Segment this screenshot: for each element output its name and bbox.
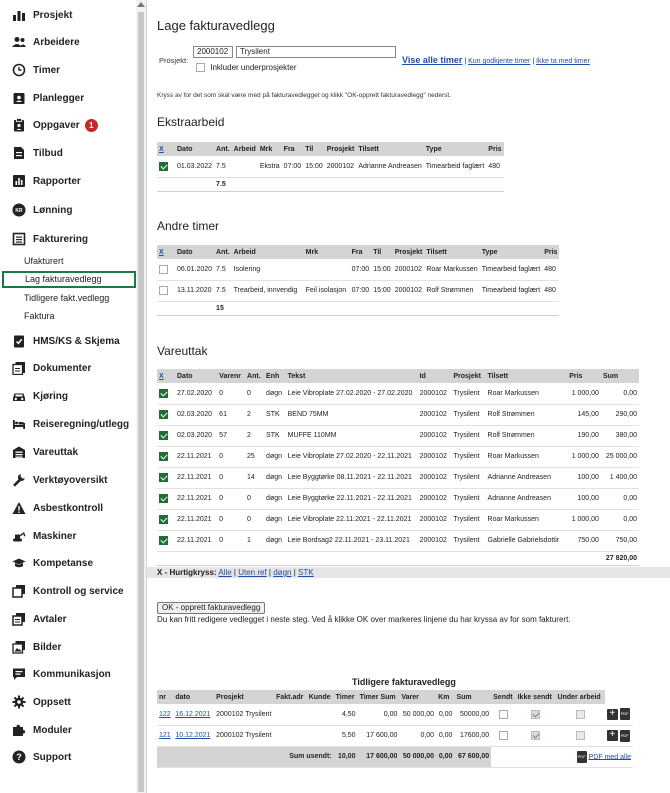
sidebar-item-kjoring[interactable]: Kjøring	[12, 385, 68, 407]
sidebar-item-planlegger[interactable]: Planlegger	[12, 87, 84, 109]
vedlegg-dato-link[interactable]: 10.12.2021	[175, 732, 211, 739]
sub-item-tidligere-fakt-vedlegg[interactable]: Tidligere fakt.vedlegg	[24, 293, 110, 303]
andre-heading: Andre timer	[157, 219, 220, 233]
row-checkbox[interactable]	[159, 515, 168, 524]
kun-godkjente-link[interactable]: Kun godkjente timer	[468, 58, 531, 65]
images-icon	[12, 640, 26, 654]
pdf-icon[interactable]: PDF	[620, 730, 630, 742]
scroll-up-arrow-icon[interactable]	[137, 2, 145, 7]
sidebar-item-maskiner[interactable]: Maskiner	[12, 525, 76, 547]
table-row: 01.03.2022 7.5 Ekstra 07:00 15:00 2000102 Adrianne Andreasen Timearbeid faglært 480	[157, 156, 504, 177]
sidebar-item-lonning[interactable]: KR Lønning	[12, 199, 72, 221]
sidebar-item-rapporter[interactable]: Rapporter	[12, 170, 81, 192]
prosjekt-label: Prosjekt:	[159, 56, 189, 65]
table-row: 121 10.12.2021 2000102 Trysilent 5,50 17 600,00 0,00 0,00 17600,00 + PDF	[157, 725, 633, 746]
sub-item-ufakturert[interactable]: Ufakturert	[24, 256, 64, 266]
sum-row	[157, 551, 639, 565]
sidebar-item-kompetanse[interactable]: Kompetanse	[12, 552, 93, 574]
ok-create-button[interactable]: OK - opprett fakturavedlegg	[157, 602, 265, 614]
tidligere-table	[157, 690, 633, 768]
hurtigkryss-uten-ref-link[interactable]: Uten ref	[238, 568, 267, 577]
car-icon	[12, 389, 26, 403]
sidebar-item-hms[interactable]: HMS/KS & Skjema	[12, 330, 120, 352]
row-checkbox[interactable]	[159, 162, 168, 171]
warning-icon	[12, 501, 26, 515]
sidebar-item-dokumenter[interactable]: Dokumenter	[12, 357, 91, 379]
table-row: 27.02.2020 0 0 døgn Leie Vibroplate 27.02.2020 - 27.02.2020 2000102 Trysilent Roar Markussen 1 000,00 0,00	[157, 383, 639, 404]
help-icon	[12, 750, 26, 764]
chart-bars-icon	[12, 8, 26, 22]
row-checkbox-cell	[157, 156, 175, 177]
people-icon	[12, 35, 26, 49]
sum-row	[157, 301, 559, 315]
sidebar-item-kommunikasjon[interactable]: Kommunikasjon	[12, 663, 111, 685]
sendt-checkbox[interactable]	[499, 731, 508, 740]
ekstra-heading: Ekstraarbeid	[157, 115, 225, 129]
col-x[interactable]: X	[157, 142, 175, 156]
table-header-row: nr dato Prosjekt Fakt.adr Kunde Timer Timer Sum Varer Km Sum Sendt Ikke sendt Under arbeid	[157, 690, 633, 704]
sidebar-item-avtaler[interactable]: Avtaler	[12, 608, 67, 630]
sidebar-scrollbar[interactable]	[136, 0, 146, 793]
prosjekt-number-input[interactable]: 2000102	[193, 46, 233, 58]
table-row: 22.11.2021 0 1 døgn Leie Bordsag2 22.11.2021 - 23.11.2021 2000102 Trysilent Gabrielle Gabrielsdottir 750,00 750,00	[157, 530, 639, 551]
add-icon[interactable]: +	[607, 730, 618, 741]
col-x[interactable]: X	[157, 369, 175, 383]
row-checkbox[interactable]	[159, 389, 168, 398]
sidebar-item-bilder[interactable]: Bilder	[12, 636, 61, 658]
wrench-icon	[12, 473, 26, 487]
sidebar-item-moduler[interactable]: Moduler	[12, 719, 72, 741]
vedlegg-nr-link[interactable]: 121	[159, 732, 171, 739]
vedlegg-nr-link[interactable]: 122	[159, 710, 171, 718]
page-title: Lage fakturavedlegg	[157, 18, 275, 33]
invoice-list-icon	[12, 232, 26, 246]
ekstra-sum: 7.5	[214, 177, 232, 191]
copy-icon	[12, 584, 26, 598]
report-chart-icon	[12, 174, 26, 188]
include-subprojects-checkbox[interactable]	[196, 63, 205, 72]
pdf-med-alle-link[interactable]: PDF med alle	[588, 753, 631, 761]
document-icon	[12, 146, 26, 160]
pdf-alle-icon[interactable]: PDF	[577, 751, 587, 763]
row-checkbox[interactable]	[159, 410, 168, 419]
sidebar-item-support[interactable]: ? Support	[12, 746, 71, 768]
sum-row	[157, 177, 504, 191]
clock-icon	[12, 63, 26, 77]
andre-table	[157, 245, 559, 316]
gear-icon	[12, 695, 26, 709]
sidebar-item-vareuttak[interactable]: Vareuttak	[12, 441, 78, 463]
ok-note: Du kan fritt redigere vedlegget i neste steg. Ved å klikke OK over markeres linjene du har kryssa av for som fakturert.	[157, 615, 571, 624]
graduation-cap-icon	[12, 556, 26, 570]
sidebar-item-tilbud[interactable]: Tilbud	[12, 142, 63, 164]
col-til: Til	[303, 142, 325, 156]
ikke-ta-med-timer-link[interactable]: Ikke ta med timer	[536, 58, 590, 65]
scrollbar-thumb[interactable]	[138, 12, 144, 792]
sidebar-item-reiseregning[interactable]: Reiseregning/utlegg	[12, 413, 129, 435]
under-arbeid-checkbox[interactable]	[576, 731, 585, 740]
excavator-icon	[12, 529, 26, 543]
hurtigkryss-dogn-link[interactable]: døgn	[273, 568, 292, 577]
sidebar-item-oppgaver[interactable]: Oppgaver 1	[12, 114, 98, 136]
table-row: 122 16.12.2021 2000102 Trysilent 4,50 0,00 50 000,00 0,00 50000,00 + PDF	[157, 704, 633, 725]
bed-icon	[12, 417, 26, 431]
table-row: 02.03.2020 61 2 STK BEND 75MM 2000102 Trysilent Rolf Strømmen 145,00 290,00	[157, 404, 639, 425]
table-row: 06.01.2020 7.5 Isolering 07:00 15:00 2000102 Roar Markussen Timearbeid faglært 480	[157, 259, 559, 280]
sidebar-item-timer[interactable]: Timer	[12, 59, 60, 81]
table-header-row	[157, 142, 504, 156]
sidebar-item-kontroll-service[interactable]: Kontroll og service	[12, 580, 124, 602]
add-icon[interactable]: +	[607, 709, 618, 720]
timer-filter-links: Vise alle timer | Kun godkjente timer | Ikke ta med timer	[402, 55, 590, 65]
table-row: 22.11.2021 0 14 døgn Leie Byggtørke 08.11.2021 - 22.11.2021 2000102 Trysilent Adrianne Andreasen 100,00 1 400,00	[157, 467, 639, 488]
sidebar-item-oppsett[interactable]: Oppsett	[12, 691, 71, 713]
col-fra: Fra	[282, 142, 304, 156]
sidebar-item-fakturering[interactable]: Fakturering	[12, 228, 88, 250]
col-x[interactable]: X	[157, 245, 175, 259]
include-subprojects-label: Inkluder underprosjekter	[210, 63, 297, 72]
ekstra-table	[157, 142, 504, 192]
notification-badge: 1	[85, 119, 98, 132]
sidebar-item-prosjekt[interactable]: Prosjekt	[12, 4, 72, 26]
pdf-icon[interactable]: PDF	[620, 708, 630, 720]
table-row: 22.11.2021 0 0 døgn Leie Byggtørke 22.11.2021 - 22.11.2021 2000102 Trysilent Adrianne Andreasen 100,00 0,00	[157, 488, 639, 509]
checklist-icon	[12, 334, 26, 348]
vis-alle-timer-link[interactable]: Vise alle timer	[402, 55, 463, 65]
under-arbeid-checkbox[interactable]	[576, 710, 585, 719]
include-subprojects-row	[196, 63, 297, 72]
sub-item-lag-fakturavedlegg[interactable]: Lag fakturavedlegg	[2, 271, 136, 288]
instruction-text: Kryss av for det som skal være med på fakturavedlegget og klikk "OK-opprett fakturavedlegg" nederst.	[157, 92, 452, 99]
sum-row: Sum usendt: 10,00 17 600,00 50 000,00 0,00 67 600,00 PDF PDF med alle	[157, 746, 633, 767]
row-checkbox[interactable]	[159, 536, 168, 545]
tidligere-heading: Tidligere fakturavedlegg	[352, 677, 456, 687]
svg-text:?: ?	[16, 752, 22, 762]
table-row: 13.11.2020 7.5 Trearbeid, innvendig Feil isolasjon 07:00 15:00 2000102 Rolf Strømmen Timearbeid faglært 480	[157, 280, 559, 301]
row-checkbox[interactable]	[159, 473, 168, 482]
vare-sum: 27 820,00	[601, 551, 639, 565]
kr-coin-icon	[12, 203, 26, 217]
calendar-person-icon	[12, 91, 26, 105]
sub-item-faktura[interactable]: Faktura	[24, 311, 55, 321]
chat-icon	[12, 667, 26, 681]
sidebar-item-asbest[interactable]: Asbestkontroll	[12, 497, 103, 519]
clipboard-icon	[12, 118, 26, 132]
row-checkbox[interactable]	[159, 494, 168, 503]
puzzle-icon	[12, 723, 26, 737]
col-dato: Dato	[175, 142, 214, 156]
kr-coin-text: KR	[15, 208, 23, 214]
row-checkbox[interactable]	[159, 265, 168, 274]
col-type: Type	[424, 142, 487, 156]
col-mrk: Mrk	[258, 142, 282, 156]
vare-heading: Vareuttak	[157, 344, 208, 358]
sidebar	[0, 0, 146, 793]
documents-icon	[12, 361, 26, 375]
col-arbeid: Arbeid	[232, 142, 258, 156]
hurtigkryss-bar: X - Hurtigkryss: Alle | Uten ref | døgn | STK	[147, 567, 670, 578]
table-row: 22.11.2021 0 0 døgn Leie Vibroplate 22.11.2021 - 22.11.2021 2000102 Trysilent Roar Markussen 1 000,00 0,00	[157, 509, 639, 530]
col-ant: Ant.	[214, 142, 232, 156]
row-checkbox[interactable]	[159, 286, 168, 295]
vedlegg-dato-link[interactable]: 16.12.2021	[175, 710, 211, 718]
hurtigkryss-alle-link[interactable]: Alle	[218, 568, 232, 577]
ikke-sendt-checkbox[interactable]	[531, 710, 540, 719]
hurtigkryss-stk-link[interactable]: STK	[298, 568, 314, 577]
andre-sum: 15	[214, 301, 232, 315]
sidebar-item-arbeidere[interactable]: Arbeidere	[12, 31, 80, 53]
vare-table	[157, 369, 639, 566]
col-tilsett: Tilsett	[356, 142, 423, 156]
warehouse-icon	[12, 445, 26, 459]
col-prosjekt: Prosjekt	[325, 142, 357, 156]
table-row: 02.03.2020 57 2 STK MUFFE 110MM 2000102 Trysilent Rolf Strømmen 190,00 380,00	[157, 425, 639, 446]
ikke-sendt-checkbox[interactable]	[531, 731, 540, 740]
table-header-row: X Dato Varenr Ant. Enh Tekst Id Prosjekt Tilsett Pris Sum	[157, 369, 639, 383]
prosjekt-name-input[interactable]: Trysilent	[236, 46, 396, 58]
table-header-row: X Dato Ant. Arbeid Mrk Fra Til Prosjekt Tilsett Type Pris	[157, 245, 559, 259]
sidebar-item-verktoy[interactable]: Verktøyoversikt	[12, 469, 108, 491]
agreement-icon	[12, 612, 26, 626]
row-checkbox[interactable]	[159, 452, 168, 461]
sendt-checkbox[interactable]	[499, 710, 508, 719]
col-pris: Pris	[486, 142, 503, 156]
row-checkbox[interactable]	[159, 431, 168, 440]
table-row: 22.11.2021 0 25 døgn Leie Vibroplate 27.02.2020 - 22.11.2021 2000102 Trysilent Roar Markussen 1 000,00 25 000,00	[157, 446, 639, 467]
main-content	[146, 0, 670, 793]
